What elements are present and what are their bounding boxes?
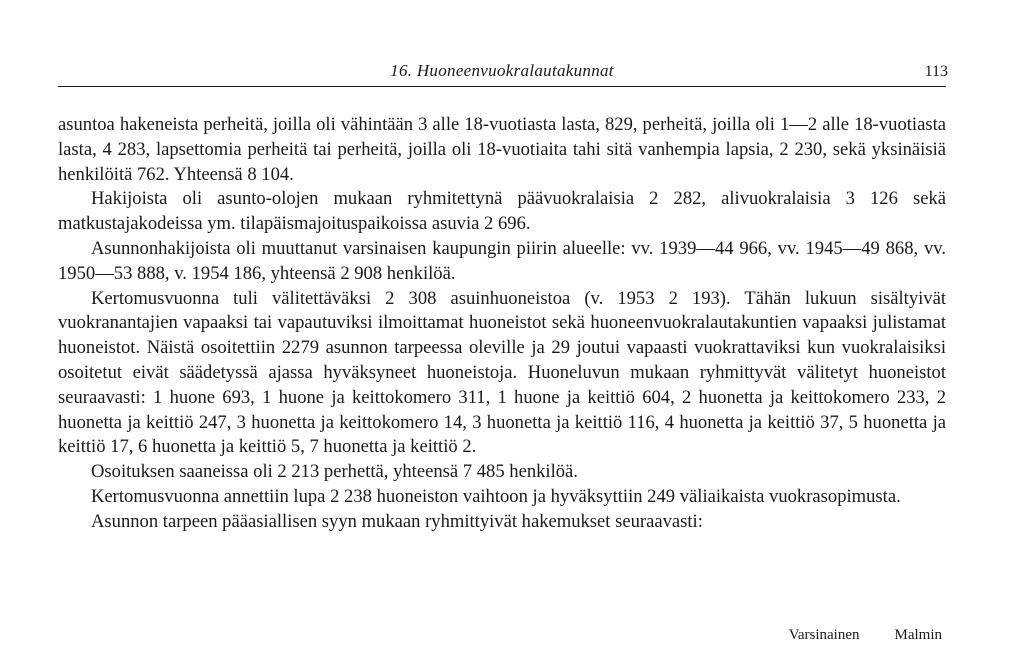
table-column-headers — [789, 627, 942, 644]
paragraph-apartments-mediated: Kertomusvuonna tuli välitettäväksi 2 308 asuinhuoneistoa (v. 1953 2 193). Tähän lukuun sisältyivät vuokranantajien vapaaksi tai vapautuviksi ilmoittamat huoneistot sekä huoneenvuokralautakuntien vapaaksi julistamat huoneistot. Näistä osoitettiin 2279 asunnon tarpeessa oleville ja 29 joutui vapaasti vuokrattaviksi kun vuokralaisiksi osoitetut eivät säädetyssä ajassa hyväksyneet huoneistoja. Huoneluvun mukaan ryhmittyvät välitetyt huoneistot seuraavasti: 1 huone 693, 1 huone ja keittokomero 311, 1 huone ja keittiö 604, 2 huonetta ja keittokomero 233, 2 huonetta ja keittiö 247, 3 huonetta ja keittokomero 14, 3 huonetta ja keittiö 116, 4 huonetta ja keittiö 37, 5 huonetta ja keittiö 17, 6 huonetta ja keittiö 5, 7 huonetta ja keittiö 2. — [58, 287, 946, 458]
paragraph-applicant-housing: Hakijoista oli asunto-olojen mukaan ryhmitettynä päävuokralaisia 2 282, alivuokralaisia 3 126 sekä matkustajakodeissa ym. tilapäismajoituspaikoissa asuvia 2 696. — [58, 188, 946, 235]
column-header-malmin: Malmin — [894, 627, 942, 643]
paragraph-assignments: Osoituksen saaneissa oli 2 213 perhettä, yhteensä 7 485 henkilöä. — [91, 461, 578, 483]
paragraph-continued: asuntoa hakeneista perheitä, joilla oli vähintään 3 alle 18-vuotiasta lasta, 829, perheitä, joilla oli 1—2 alle 18-vuotiasta lasta, 4 283, lapsettomia perheitä tai perheitä, joilla oli 18-vuotiaita tahi sitä vanhempia lapsia, 2 230, sekä yksinäisiä henkilöitä 762. Yhteensä 8 104. — [58, 114, 946, 185]
paragraph-migration: Asunnonhakijoista oli muuttanut varsinaisen kaupungin piirin alueelle: vv. 1939—44 966, vv. 1945—49 868, vv. 1950—53 888, v. 1954 186, yhteensä 2 908 henkilöä. — [58, 237, 946, 284]
document-page — [58, 0, 946, 653]
body-text — [58, 113, 946, 535]
column-header-varsinainen: Varsinainen — [788, 627, 860, 643]
page-number: 113 — [924, 63, 948, 80]
running-header — [58, 60, 946, 87]
paragraph-table-intro: Asunnon tarpeen pääasiallisen syyn mukaan ryhmittyivät hakemukset seuraavasti: — [91, 510, 703, 532]
paragraph-exchange-permits: Kertomusvuonna annettiin lupa 2 238 huoneiston vaihtoon ja hyväksyttiin 249 väliaikaista vuokrasopimusta. — [91, 485, 901, 507]
section-title: 16. Huoneenvuokralautakunnat — [390, 61, 614, 80]
